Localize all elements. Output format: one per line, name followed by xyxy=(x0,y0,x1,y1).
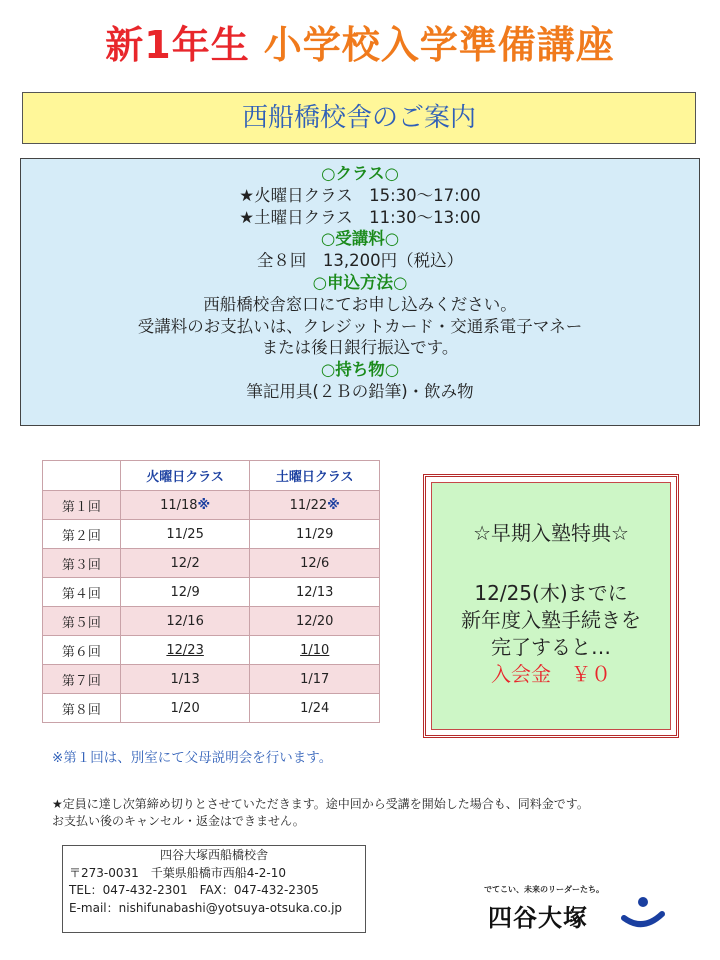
class-heading: ○クラス○ xyxy=(321,164,399,183)
session-label: 第７回 xyxy=(43,665,121,694)
tuesday-date: 11/18※ xyxy=(120,491,250,520)
note-mark: ※ xyxy=(197,497,211,513)
course-info-box xyxy=(20,158,700,426)
email-address: E-mail：nishifunabashi@yotsuya-otsuka.co.jp xyxy=(69,900,343,915)
saturday-date: 11/29 xyxy=(250,520,380,549)
saturday-date: 1/24 xyxy=(250,694,380,723)
table-row xyxy=(43,520,380,549)
tel-fax: TEL：047-432-2301 FAX：047-432-2305 xyxy=(69,883,319,897)
saturday-date: 12/6 xyxy=(250,549,380,578)
benefit-condition: 新年度入塾手続きを xyxy=(461,608,641,632)
schedule-table xyxy=(42,460,380,723)
logo-text: 四谷大塚 xyxy=(488,904,588,932)
fee-heading: ○受講料○ xyxy=(320,229,400,249)
apply-line-3: または後日銀行振込です。 xyxy=(261,338,459,358)
saturday-date: 12/13 xyxy=(250,578,380,607)
benefit-deadline: 12/25(木)までに xyxy=(474,581,628,605)
fee-text: 全８回 13,200円（税込） xyxy=(256,251,464,271)
logo-mark-icon xyxy=(620,888,666,932)
benefit-title: ☆早期入塾特典☆ xyxy=(473,521,629,545)
campus-address-box xyxy=(62,845,366,933)
table-row xyxy=(43,694,380,723)
session-label: 第６回 xyxy=(43,636,121,665)
class-tuesday: ★火曜日クラス 15:30～17:00 xyxy=(239,185,481,205)
logo-tagline: でてこい、未来のリーダーたち。 xyxy=(484,885,604,894)
table-row xyxy=(43,491,380,520)
cancel-note: お支払い後のキャンセル・返金はできません。 xyxy=(52,814,305,828)
items-heading: ○持ち物○ xyxy=(320,360,400,380)
table-row xyxy=(43,636,380,665)
table-row xyxy=(43,665,380,694)
items-text: 筆記用具(２Ｂの鉛筆)・飲み物 xyxy=(246,381,474,401)
postal-address: 〒273-0031 千葉県船橋市西船4-2-10 xyxy=(69,865,286,880)
benefit-body xyxy=(432,546,670,688)
table-row xyxy=(43,578,380,607)
header-tuesday: 火曜日クラス xyxy=(120,461,250,491)
saturday-date: 1/10 xyxy=(250,636,380,665)
session-label: 第１回 xyxy=(43,491,121,520)
title-grade: 新1年生 xyxy=(105,23,250,67)
session-label: 第５回 xyxy=(43,607,121,636)
terms-notes xyxy=(52,796,589,830)
page-title xyxy=(0,14,720,69)
early-enrollment-benefit xyxy=(423,474,679,738)
tuesday-date: 12/23 xyxy=(120,636,250,665)
benefit-condition-2: 完了すると… xyxy=(491,635,611,659)
header-blank xyxy=(43,461,121,491)
title-course: 小学校入学準備講座 xyxy=(263,23,615,67)
note-mark: ※ xyxy=(327,497,340,513)
tuesday-date: 1/13 xyxy=(120,665,250,694)
apply-line-2: 受講料のお支払いは、クレジットカード・交通系電子マネー xyxy=(137,316,583,336)
campus-subtitle: 西船橋校舎のご案内 xyxy=(22,92,696,144)
session-label: 第４回 xyxy=(43,578,121,607)
session-label: 第８回 xyxy=(43,694,121,723)
header-saturday: 土曜日クラス xyxy=(250,461,380,491)
tuesday-date: 1/20 xyxy=(120,694,250,723)
apply-line-1: 西船橋校舎窓口にてお申し込みください。 xyxy=(203,294,517,314)
table-row xyxy=(43,549,380,578)
benefit-fee-free: 入会金 ￥０ xyxy=(491,662,611,686)
benefit-panel xyxy=(431,482,671,730)
session-label: 第３回 xyxy=(43,549,121,578)
saturday-date: 12/20 xyxy=(250,607,380,636)
tuesday-date: 12/16 xyxy=(120,607,250,636)
table-row xyxy=(43,607,380,636)
campus-name: 四谷大塚西船橋校舎 xyxy=(159,848,268,862)
brand-logo xyxy=(484,884,680,934)
tuesday-date: 12/9 xyxy=(120,578,250,607)
first-session-note: ※第１回は、別室にて父母説明会を行います。 xyxy=(52,750,333,766)
class-saturday: ★土曜日クラス 11:30～13:00 xyxy=(239,207,481,227)
session-label: 第２回 xyxy=(43,520,121,549)
capacity-note: ★定員に達し次第締め切りとさせていただきます。途中回から受講を開始した場合も、同料金です。 xyxy=(52,797,589,811)
saturday-date: 1/17 xyxy=(250,665,380,694)
tuesday-date: 12/2 xyxy=(120,549,250,578)
saturday-date: 11/22※ xyxy=(250,491,380,520)
table-header-row xyxy=(43,461,380,491)
apply-heading: ○申込方法○ xyxy=(312,272,408,292)
tuesday-date: 11/25 xyxy=(120,520,250,549)
